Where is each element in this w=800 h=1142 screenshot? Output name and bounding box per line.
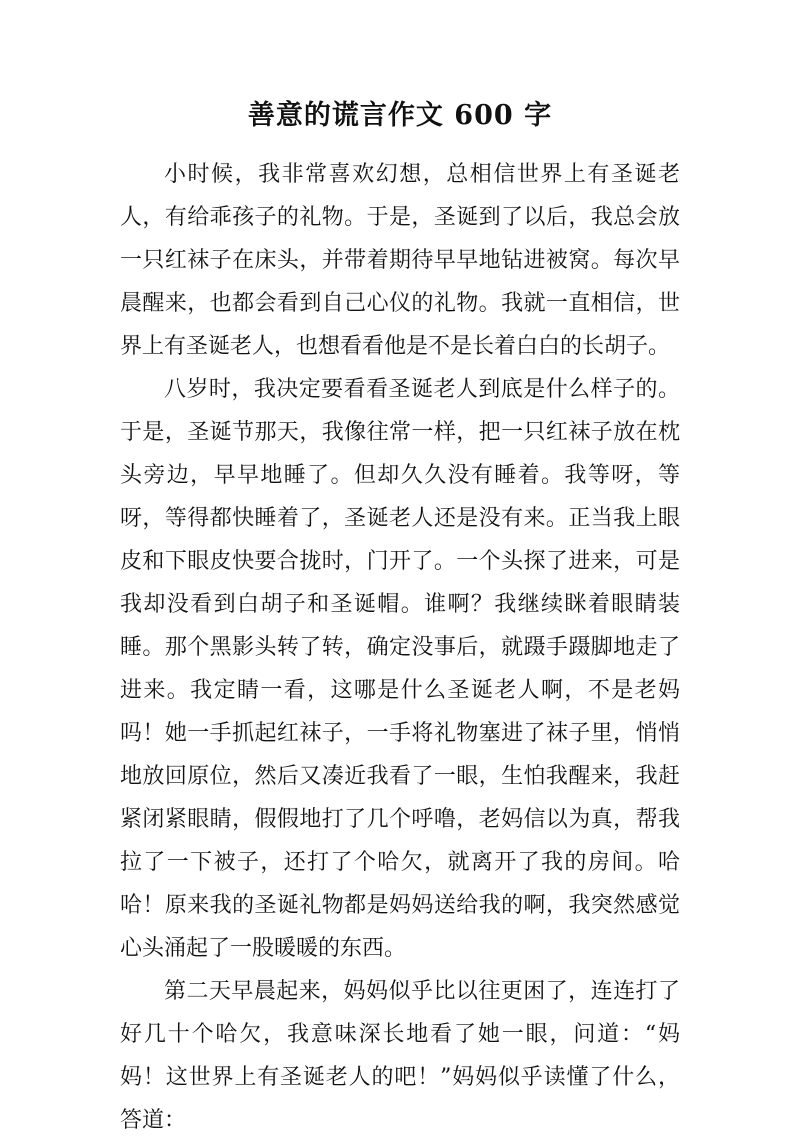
document-body: [120, 153, 680, 1142]
paragraph-3: 第二天早晨起来，妈妈似乎比以往更困了，连连打了好几十个哈欠，我意味深长地看了她一眼，问道：“妈妈！这世界上有圣诞老人的吧！”妈妈似乎读懂了什么，答道：: [120, 979, 680, 1133]
document-title: 善意的谎言作文 600 字: [247, 100, 553, 131]
paragraph-2: 八岁时，我决定要看看圣诞老人到底是什么样子的。于是，圣诞节那天，我像往常一样，把一只红袜子放在枕头旁边，早早地睡了。但却久久没有睡着。我等呀，等呀，等得都快睡着了，圣诞老人还是没有来。正当我上眼皮和下眼皮快要合拢时，门开了。一个头探了进来，可是我却没看到白胡子和圣诞帽。谁啊？我继续眯着眼睛装睡。那个黑影头转了转，确定没事后，就蹑手蹑脚地走了进来。我定睛一看，这哪是什么圣诞老人啊，不是老妈吗！她一手抓起红袜子，一手将礼物塞进了袜子里，悄悄地放回原位，然后又凑近我看了一眼，生怕我醒来，我赶紧闭紧眼睛，假假地打了几个呼噜，老妈信以为真，帮我拉了一下被子，还打了个哈欠，就离开了我的房间。哈哈！原来我的圣诞礼物都是妈妈送给我的啊，我突然感觉心头涌起了一股暖暖的东西。: [120, 377, 680, 961]
paragraph-1: 小时候，我非常喜欢幻想，总相信世界上有圣诞老人，有给乖孩子的礼物。于是，圣诞到了以后，我总会放一只红袜子在床头，并带着期待早早地钻进被窝。每次早晨醒来，也都会看到自己心仪的礼物。我就一直相信，世界上有圣诞老人，也想看看他是不是长着白白的长胡子。: [120, 162, 680, 359]
